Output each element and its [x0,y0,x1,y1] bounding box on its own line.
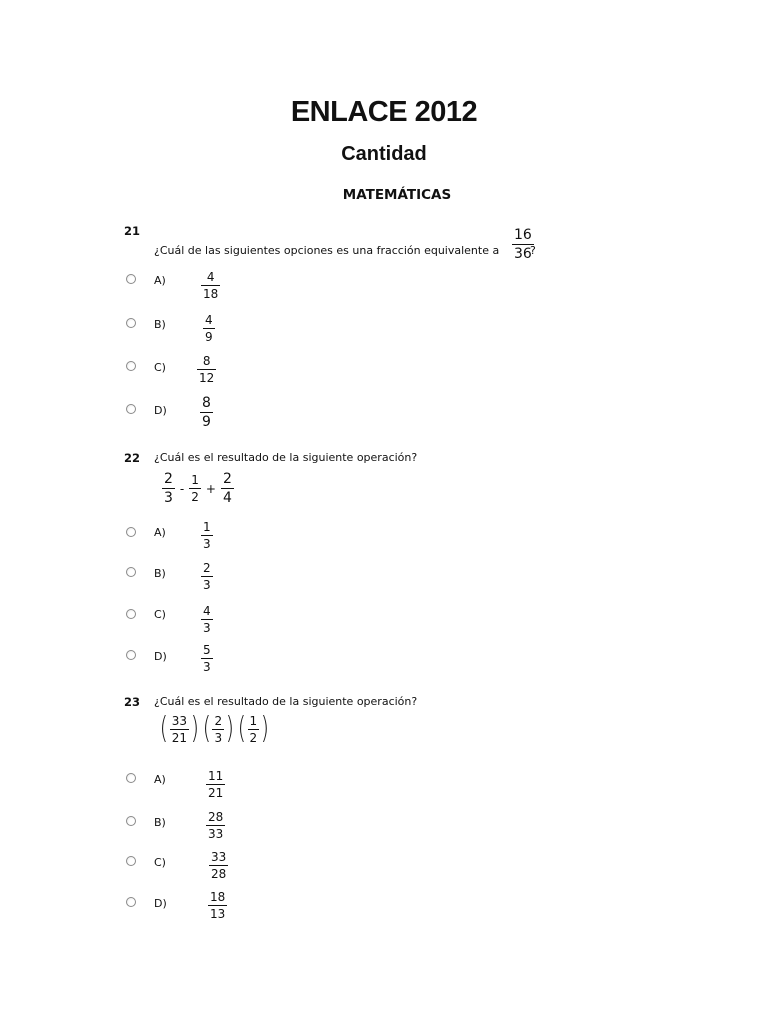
fraction-denominator: 3 [164,490,173,506]
option-letter: B) [154,567,166,580]
fraction-denominator: 3 [203,578,211,592]
option-letter: B) [154,816,166,829]
page-title: ENLACE 2012 [290,96,478,128]
operation-expression [158,711,271,746]
option-fraction [201,557,213,591]
fraction-numerator: 5 [203,643,211,657]
option-fraction [201,600,213,634]
option-fraction [208,886,227,920]
fraction-numerator: 33 [211,850,227,864]
operator: + [205,481,216,496]
option-d-radio[interactable] [126,404,136,414]
fraction-numerator: 1 [203,520,211,534]
option-a-radio[interactable] [126,274,136,284]
option-fraction [201,516,213,550]
option-fraction [197,350,216,384]
fraction-numerator: 4 [205,313,213,327]
option-letter: A) [154,274,166,287]
fraction-numerator: 8 [202,354,211,368]
operator: - [179,481,185,496]
fraction-denominator: 28 [211,867,227,881]
option-fraction [206,765,225,799]
fraction-numerator: 8 [202,395,211,411]
fraction-numerator: 11 [208,769,224,783]
option-letter: D) [154,404,167,417]
fraction-numerator: 2 [222,471,232,487]
option-b-radio[interactable] [126,318,136,328]
question-text: ¿Cuál es el resultado de la siguiente operación? [154,451,418,464]
fraction-numerator: 4 [203,604,211,618]
option-fraction [203,309,215,343]
subject-heading: MATEMÁTICAS [342,187,452,203]
option-letter: B) [154,318,166,331]
option-fraction [206,806,225,840]
parenthesized-fraction: ( $\frac{2}{3}$ ) [202,711,235,746]
option-c-radio[interactable] [126,856,136,866]
fraction-numerator: 2 [164,471,173,487]
fraction-denominator: 12 [199,371,215,385]
option-letter: C) [154,361,166,374]
fraction-numerator: 1 [249,713,258,728]
option-letter: C) [154,608,166,621]
option-d-radio[interactable] [126,897,136,907]
parenthesized-fraction: ( $\frac{33}{21}$ ) [159,711,199,746]
option-fraction [209,846,228,880]
page-subtitle: Cantidad [341,143,427,165]
fraction-numerator: 18 [210,890,226,904]
fraction-denominator: 2 [249,730,258,745]
fraction-numerator: 1 [191,473,199,487]
question-suffix: ? [530,244,536,257]
fraction-denominator: 9 [202,414,211,430]
operation-expression [162,472,234,505]
option-letter: D) [154,650,167,663]
option-b-radio[interactable] [126,567,136,577]
option-d-radio[interactable] [126,650,136,660]
fraction-denominator: 3 [214,730,223,745]
question-number: 21 [124,224,141,238]
option-letter: A) [154,526,166,539]
option-letter: A) [154,773,166,786]
fraction-numerator: 33 [171,713,187,728]
fraction-numerator: 2 [203,561,211,575]
option-a-radio[interactable] [126,773,136,783]
fraction-numerator: 16 [514,227,532,243]
fraction-denominator: 3 [203,621,211,635]
parenthesized-fraction: ( $\frac{1}{2}$ ) [237,711,270,746]
option-b-radio[interactable] [126,816,136,826]
fraction-numerator: 2 [214,713,223,728]
question-number: 22 [124,451,141,465]
fraction-denominator: 18 [203,287,219,301]
question-text [154,244,499,257]
fraction-numerator: 4 [206,270,215,284]
option-letter: C) [154,856,166,869]
option-fraction [201,266,220,300]
question-text-body: ¿Cuál de las siguientes opciones es una fracción equivalente a [154,244,500,257]
fraction-denominator: 21 [208,786,224,800]
fraction-denominator: 33 [208,827,224,841]
fraction-denominator: 3 [203,660,211,674]
option-c-radio[interactable] [126,609,136,619]
fraction-denominator: 9 [205,330,213,344]
fraction-denominator: 21 [171,730,187,745]
option-a-radio[interactable] [126,527,136,537]
fraction-denominator: 36 [514,246,532,262]
option-c-radio[interactable] [126,361,136,371]
question-number: 23 [124,695,141,709]
question-text: ¿Cuál es el resultado de la siguiente operación? [154,695,418,708]
option-fraction [200,392,213,429]
fraction-numerator: 28 [208,810,224,824]
fraction-denominator: 13 [210,907,226,921]
fraction-denominator: 2 [191,490,199,504]
option-letter: D) [154,897,167,910]
fraction-denominator: 4 [222,490,232,506]
option-fraction [201,639,213,673]
fraction-denominator: 3 [203,537,211,551]
